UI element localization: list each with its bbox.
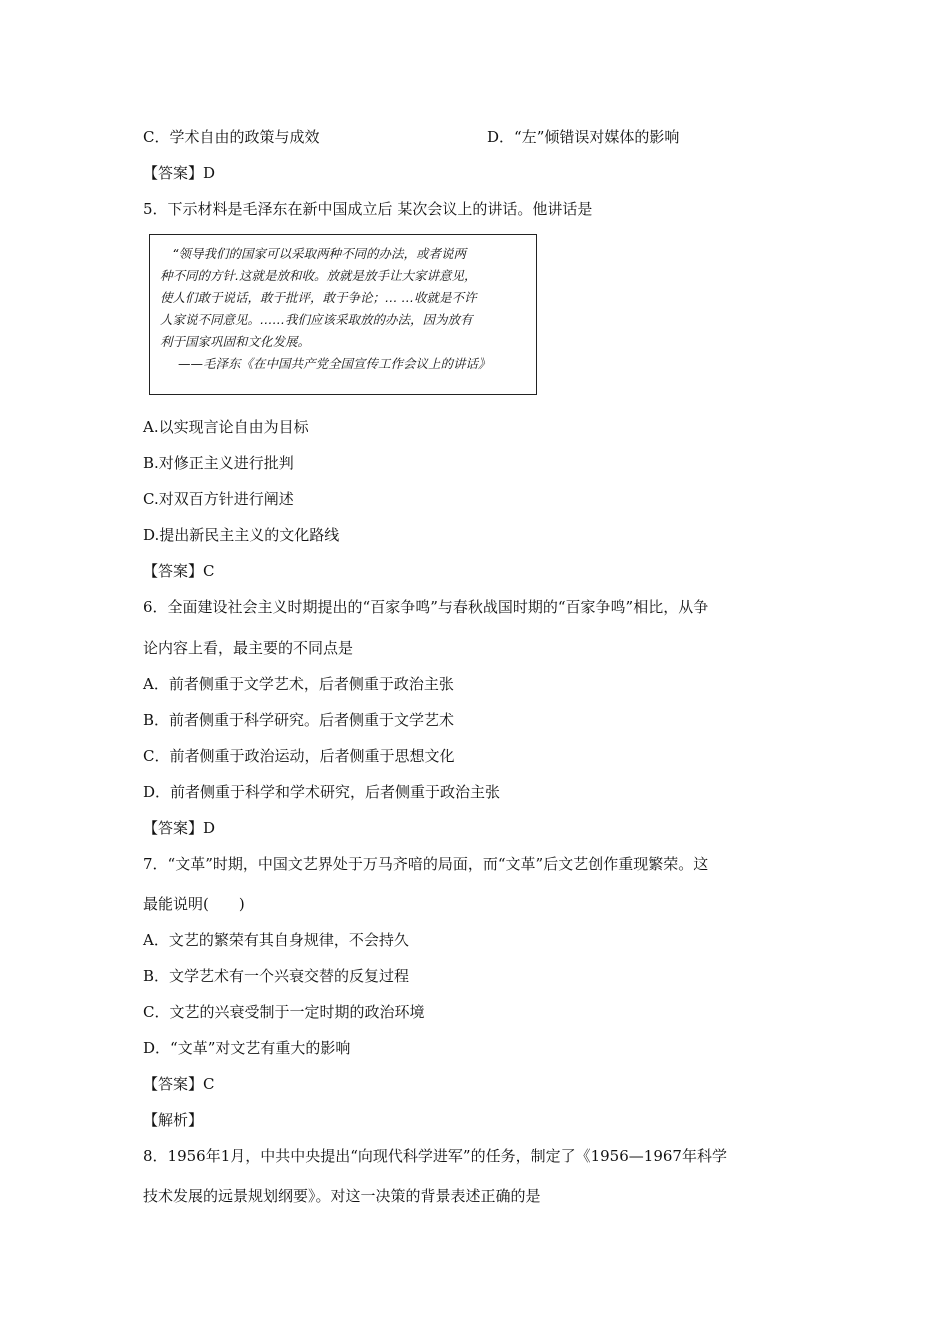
quote-line: 利于国家巩固和文化发展。 xyxy=(160,334,311,349)
q5-option-b: B.对修正主义进行批判 xyxy=(143,454,294,472)
q6-option-c: C．前者侧重于政治运动，后者侧重于思想文化 xyxy=(143,747,455,765)
q8-stem-line1: 8．1956年1月，中共中央提出“向现代科学进军”的任务，制定了《1956—1967年科学 xyxy=(143,1147,727,1165)
q7-option-b: B．文学艺术有一个兴衰交替的反复过程 xyxy=(143,967,410,985)
q7-stem-line1: 7．“文革”时期，中国文艺界处于万马齐喑的局面，而“文革”后文艺创作重现繁荣。这 xyxy=(143,855,709,873)
q5-option-c: C.对双百方针进行阐述 xyxy=(143,490,294,508)
q7-option-c: C．文艺的兴衰受制于一定时期的政治环境 xyxy=(143,1003,425,1021)
quote-source: ——毛泽东《在中国共产党全国宣传工作会议上的讲话》 xyxy=(178,356,491,371)
quote-line: “领导我们的国家可以采取两种不同的办法，或者说两 xyxy=(172,246,466,261)
q4-option-c: C．学术自由的政策与成效 xyxy=(143,128,320,146)
q6-option-d: D．前者侧重于科学和学术研究，后者侧重于政治主张 xyxy=(143,783,501,801)
q6-stem-line2: 论内容上看，最主要的不同点是 xyxy=(143,639,354,657)
q5-answer: 【答案】C xyxy=(143,562,215,580)
q7-option-d: D．“文革”对文艺有重大的影响 xyxy=(143,1039,351,1057)
q4-option-d: D．“左”倾错误对媒体的影响 xyxy=(487,128,680,146)
q7-stem-line2: 最能说明( ) xyxy=(143,895,245,913)
quote-line: 种不同的方针.这就是放和收。放就是放手让大家讲意见， xyxy=(160,268,477,283)
q6-stem-line1: 6．全面建设社会主义时期提出的“百家争鸣”与春秋战国时期的“百家争鸣”相比，从争 xyxy=(143,598,709,616)
q7-option-a: A．文艺的繁荣有其自身规律，不会持久 xyxy=(143,931,409,949)
q6-option-b: B．前者侧重于科学研究。后者侧重于文学艺术 xyxy=(143,711,455,729)
q5-stem: 5．下示材料是毛泽东在新中国成立后 某次会议上的讲话。他讲话是 xyxy=(143,200,593,218)
q5-quote-box xyxy=(149,234,537,395)
q4-answer: 【答案】D xyxy=(143,164,216,182)
q5-option-a: A.以实现言论自由为目标 xyxy=(143,418,309,436)
q5-option-d: D.提出新民主主义的文化路线 xyxy=(143,526,340,544)
quote-line: 人家说不同意见。……我们应该采取放的办法，因为放有 xyxy=(160,312,473,327)
q6-option-a: A．前者侧重于文学艺术，后者侧重于政治主张 xyxy=(143,675,454,693)
quote-line: 使人们敢于说话，敢于批评，敢于争论；… …收就是不许 xyxy=(160,290,477,305)
q8-stem-line2: 技术发展的远景规划纲要》。对这一决策的背景表述正确的是 xyxy=(143,1187,541,1205)
q6-answer: 【答案】D xyxy=(143,819,216,837)
q7-analysis: 【解析】 xyxy=(143,1111,204,1129)
q7-answer: 【答案】C xyxy=(143,1075,215,1093)
